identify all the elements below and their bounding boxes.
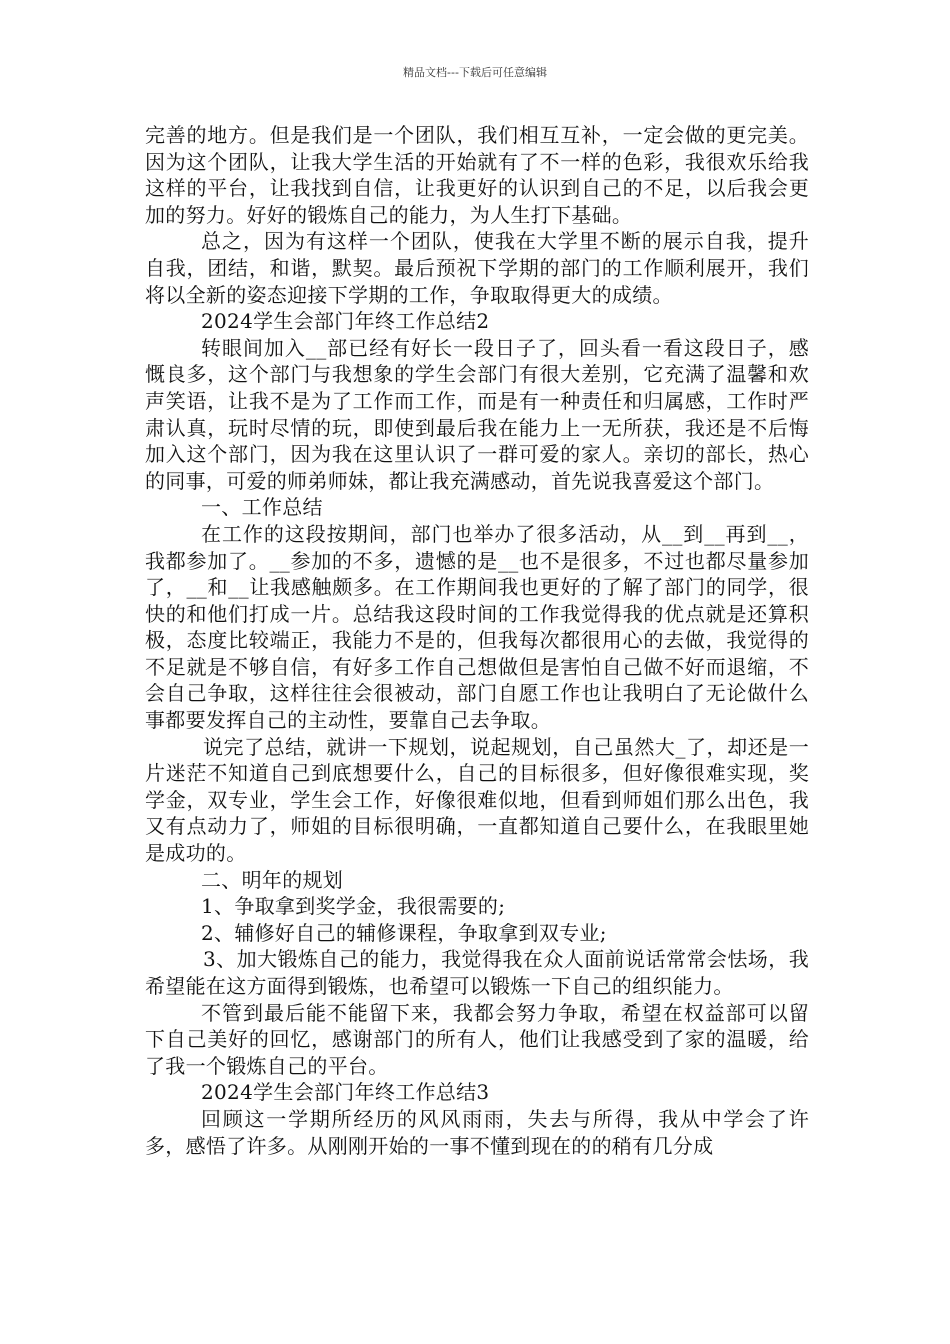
section-heading: 2024学生会部门年终工作总结3 xyxy=(201,1080,490,1105)
document-body xyxy=(145,122,809,1159)
paragraph: 在工作的这段按期间，部门也举办了很多活动，从__到__再到__，我都参加了。__参加的不多，遗憾的是__也不是很多，不过也都尽量参加了，__和__让我感触颇多。在工作期间我也更好的了解了部门的同学，很快的和他们打成一片。总结我这段时间的工作我觉得我的优点就是还算积极，态度比较端正，我能力不是的，但我每次都很用心的去做，我觉得的不足就是不够自信，有好多工作自己想做但是害怕自己做不好而退缩，不会自己争取，这样往往会很被动，部门自愿工作也让我明白了无论做什么事都要发挥自己的主动性，要靠自己去争取。 xyxy=(145,521,809,733)
list-item: 3、加大锻炼自己的能力，我觉得我在众人面前说话常常会怯场，我希望能在这方面得到锻炼，也希望可以锻炼一下自己的组织能力。 xyxy=(145,947,809,998)
list-item: 1、争取拿到奖学金，我很需要的; xyxy=(201,894,506,919)
section-heading: 二、明年的规划 xyxy=(201,867,344,892)
paragraph: 回顾这一学期所经历的风风雨雨，失去与所得，我从中学会了许多，感悟了许多。从刚刚开始的一事不懂到现在的的稍有几分成 xyxy=(145,1106,809,1158)
paragraph: 不管到最后能不能留下来，我都会努力争取，希望在权益部可以留下自己美好的回忆，感谢部门的所有人，他们让我感受到了家的温暖，给了我一个锻炼自己的平台。 xyxy=(145,1000,809,1078)
paragraph: 转眼间加入__部已经有好长一段日子了，回头看一看这段日子，感慨良多，这个部门与我想象的学生会部门有很大差别，它充满了温馨和欢声笑语，让我不是为了工作而工作，而是有一种责任和归属感，工作时严肃认真，玩时尽情的玩，即使到最后我在能力上一无所获，我还是不后悔加入这个部门，因为我在这里认识了一群可爱的家人。亲切的部长，热心的同事，可爱的师弟师妹，都让我充满感动，首先说我喜爱这个部门。 xyxy=(145,335,809,493)
page-header: 精品文档---下载后可任意编辑 xyxy=(403,66,547,79)
paragraph: 总之，因为有这样一个团队，使我在大学里不断的展示自我，提升自我，团结，和谐，默契。最后预祝下学期的部门的工作顺利展开，我们将以全新的姿态迎接下学期的工作，争取取得更大的成绩。 xyxy=(145,229,809,307)
paragraph: 说完了总结，就讲一下规划，说起规划，自己虽然大_了，却还是一片迷茫不知道自己到底想要什么，自己的目标很多，但好像很难实现，奖学金，双专业，学生会工作，好像很难似地，但看到师姐们那么出色，我又有点动力了，师姐的目标很明确，一直都知道自己要什么，在我眼里她是成功的。 xyxy=(145,734,809,866)
paragraph: 完善的地方。但是我们是一个团队，我们相互互补，一定会做的更完美。因为这个团队，让我大学生活的开始就有了不一样的色彩，我很欢乐给我这样的平台，让我找到自信，让我更好的认识到自己的不足，以后我会更加的努力。好好的锻炼自己的能力，为人生打下基础。 xyxy=(145,123,809,227)
section-heading: 一、工作总结 xyxy=(201,495,323,520)
list-item: 2、辅修好自己的辅修课程，争取拿到双专业; xyxy=(201,920,607,945)
section-heading: 2024学生会部门年终工作总结2 xyxy=(201,309,490,334)
